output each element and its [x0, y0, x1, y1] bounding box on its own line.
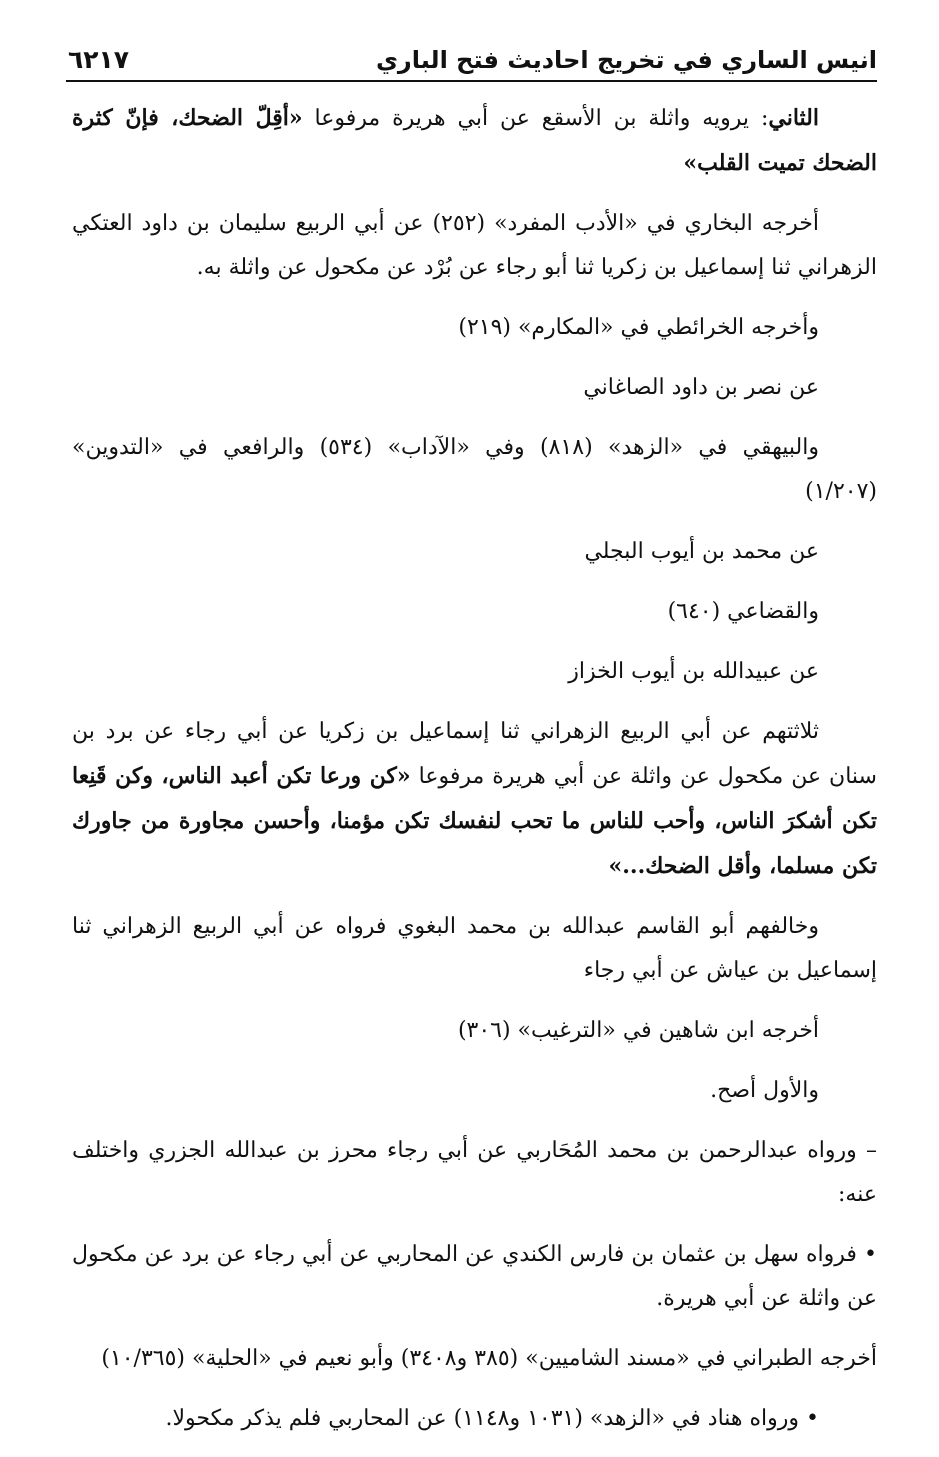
paragraph-p6 — [72, 530, 877, 574]
text-run: • فرواه سهل بن عثمان بن فارس الكندي عن المحاربي عن أبي رجاء عن برد عن مكحول عن واثلة عن أبي هريرة. — [72, 1242, 877, 1311]
text-run: عن عبيدالله بن أيوب الخزاز — [568, 659, 819, 684]
text-run: – ورواه عبدالرحمن بن محمد المُحَاربي عن أبي رجاء محرز بن عبدالله الجزري واختلف عنه: — [72, 1138, 877, 1207]
bold-text-run: «كن ورعا تكن أعبد الناس، وكن قَنِعا تكن أشكرَ الناس، وأحب للناس ما تحب لنفسك تكن مؤمنا، وأحسن مجاورة من جاورك تكن مسلما، وأقل الضحك...» — [72, 763, 877, 879]
header-divider — [66, 80, 877, 82]
paragraph-p13 — [72, 1129, 877, 1217]
paragraph-p7 — [72, 590, 877, 634]
paragraph-p4 — [72, 366, 877, 410]
text-run: وخالفهم أبو القاسم عبدالله بن محمد البغوي فرواه عن أبي الربيع الزهراني ثنا إسماعيل بن عياش عن أبي رجاء — [72, 914, 877, 983]
paragraph-p14 — [72, 1233, 877, 1321]
paragraph-p12 — [72, 1069, 877, 1113]
paragraph-p8 — [72, 650, 877, 694]
page-header — [68, 34, 877, 74]
text-run: ثلاثتهم عن أبي الربيع الزهراني ثنا إسماعيل بن زكريا عن أبي رجاء عن برد بن سنان عن مكحول عن واثلة عن أبي هريرة مرفوعا — [72, 719, 877, 789]
paragraph-p11 — [72, 1009, 877, 1053]
paragraph-p3 — [72, 306, 877, 350]
text-run: والأول أصح. — [710, 1078, 819, 1103]
paragraph-p2 — [72, 202, 877, 290]
bold-text-run: الثاني — [768, 105, 819, 131]
text-run: والبيهقي في «الزهد» (٨١٨) وفي «الآداب» (٥٣٤) والرافعي في «التدوين» (١/٢٠٧) — [72, 435, 877, 504]
text-run: عن نصر بن داود الصاغاني — [583, 375, 819, 400]
text-run: : يرويه واثلة بن الأسقع عن أبي هريرة مرفوعا — [302, 106, 769, 131]
book-title: انيس الساري في تخريج احاديث فتح الباري — [375, 46, 877, 74]
text-run: • ورواه هناد في «الزهد» (١٠٣١ و١١٤٨) عن المحاربي فلم يذكر مكحولا. — [165, 1406, 819, 1431]
bold-text-run: «أقِلّ الضحك، فإنّ كثرة الضحك تميت القلب» — [72, 105, 877, 176]
text-run: أخرجه الطبراني في «مسند الشاميين» (٣٨٥ و٣٤٠٨) وأبو نعيم في «الحلية» (١٠/٣٦٥) — [101, 1346, 877, 1371]
text-run: والقضاعي (٦٤٠) — [667, 599, 819, 624]
paragraph-p1 — [72, 96, 877, 186]
paragraph-p15 — [72, 1337, 877, 1381]
paragraph-p16 — [72, 1397, 877, 1441]
page-number: ٦٢١٧ — [68, 45, 130, 74]
paragraph-p5 — [72, 426, 877, 514]
paragraph-p9 — [72, 710, 877, 889]
page-body — [72, 96, 877, 1457]
text-run: أخرجه البخاري في «الأدب المفرد» (٢٥٢) عن أبي الربيع سليمان بن داود العتكي الزهراني ثنا إسماعيل بن زكريا ثنا أبو رجاء عن بُرْد عن مكحول عن واثلة به. — [72, 211, 877, 280]
text-run: وأخرجه الخرائطي في «المكارم» (٢١٩) — [458, 315, 819, 340]
paragraph-p10 — [72, 905, 877, 993]
text-run: عن محمد بن أيوب البجلي — [584, 539, 819, 564]
text-run: أخرجه ابن شاهين في «الترغيب» (٣٠٦) — [457, 1018, 819, 1043]
